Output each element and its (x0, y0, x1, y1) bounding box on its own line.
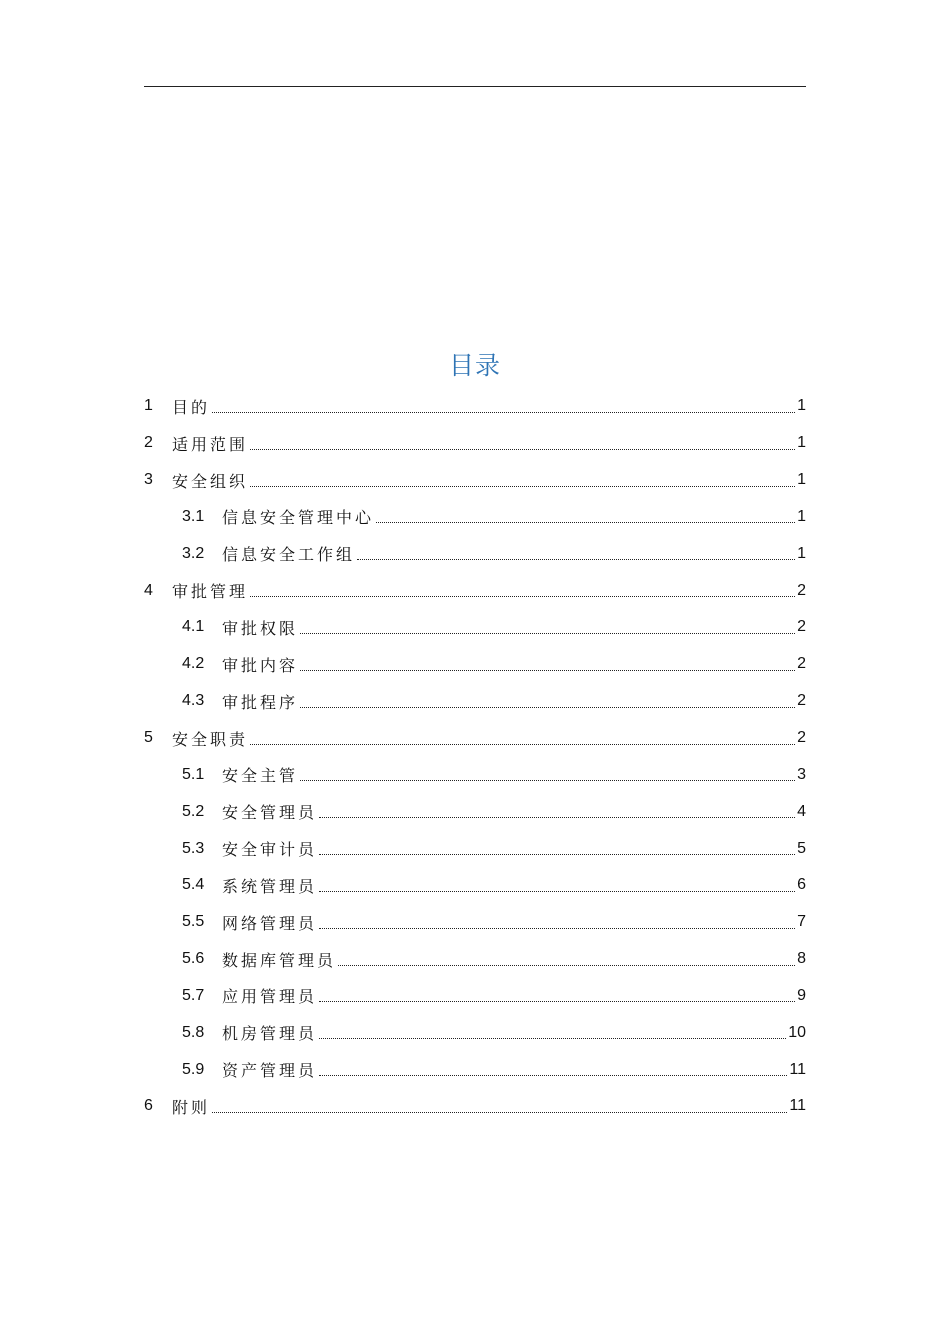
toc-dot-leader (319, 817, 795, 818)
toc-entry-number: 6 (144, 1097, 153, 1115)
toc-entry-number: 5.5 (182, 913, 205, 931)
toc-entry[interactable] (144, 499, 806, 536)
toc-dot-leader (300, 780, 795, 781)
toc-entry-number: 5.7 (182, 986, 205, 1004)
toc-entry-title: 安全组织 (172, 471, 249, 491)
toc-entry[interactable] (144, 978, 806, 1015)
toc-title: 目录 (448, 351, 501, 380)
toc-entry[interactable] (144, 462, 806, 499)
toc-dot-leader (300, 633, 795, 634)
toc-dot-leader (376, 522, 795, 523)
toc-entry-number: 4.2 (182, 655, 205, 673)
toc-entry-title: 信息安全工作组 (222, 545, 356, 565)
toc-dot-leader (338, 965, 795, 966)
toc-dot-leader (319, 854, 795, 855)
toc-entry-title: 安全职责 (172, 729, 249, 749)
toc-entry-page: 9 (797, 986, 806, 1004)
toc-dot-leader (250, 596, 795, 597)
toc-entry-page: 7 (797, 913, 806, 931)
toc-entry-number: 2 (144, 434, 153, 452)
toc-entry-title: 系统管理员 (222, 876, 318, 896)
toc-entry-number: 5.6 (182, 950, 205, 968)
toc-entry[interactable] (144, 793, 806, 830)
toc-entry[interactable] (144, 388, 806, 425)
toc-entry-number: 4.3 (182, 692, 205, 710)
toc-entry-page: 6 (797, 876, 806, 894)
toc-entry[interactable] (144, 867, 806, 904)
toc-entry-title: 审批管理 (172, 582, 249, 602)
toc-entry-title: 数据库管理员 (222, 950, 337, 970)
toc-entry-number: 3.1 (182, 507, 205, 525)
toc-entry-title: 适用范围 (172, 434, 249, 454)
header-rule (144, 86, 806, 87)
toc-entry-title: 审批权限 (222, 618, 299, 638)
toc-entry-number: 3 (144, 471, 153, 489)
toc-entry-number: 4 (144, 581, 153, 599)
toc-dot-leader (250, 449, 795, 450)
toc-entry-page: 5 (797, 839, 806, 857)
toc-entry-page: 1 (797, 471, 806, 489)
toc-entry[interactable] (144, 683, 806, 720)
toc-entry-number: 5.1 (182, 765, 205, 783)
toc-entry-title: 安全管理员 (222, 803, 318, 823)
toc-entry[interactable] (144, 830, 806, 867)
toc-entry-page: 2 (797, 692, 806, 710)
toc-entry[interactable] (144, 425, 806, 462)
toc-entry-number: 3.2 (182, 544, 205, 562)
toc-entry[interactable] (144, 609, 806, 646)
toc-entry-title: 资产管理员 (222, 1061, 318, 1081)
toc-entry-page: 4 (797, 802, 806, 820)
toc-entry-number: 5.3 (182, 839, 205, 857)
toc-entry[interactable] (144, 941, 806, 978)
toc-entry-page: 2 (797, 618, 806, 636)
toc-dot-leader (250, 744, 795, 745)
toc-entry[interactable] (144, 1014, 806, 1051)
toc-entry-page: 2 (797, 729, 806, 747)
toc-entry-number: 4.1 (182, 618, 205, 636)
toc-entry[interactable] (144, 1051, 806, 1088)
toc-list (144, 388, 806, 1125)
toc-entry-page: 11 (789, 1097, 806, 1115)
toc-entry-title: 附则 (172, 1097, 211, 1117)
toc-entry-title: 目的 (172, 397, 211, 417)
toc-dot-leader (319, 1001, 795, 1002)
toc-dot-leader (319, 891, 795, 892)
toc-entry-title: 网络管理员 (222, 913, 318, 933)
toc-entry-number: 5 (144, 729, 153, 747)
toc-entry[interactable] (144, 1088, 806, 1125)
toc-dot-leader (319, 1038, 786, 1039)
toc-entry-number: 5.4 (182, 876, 205, 894)
toc-entry-number: 5.9 (182, 1060, 205, 1078)
toc-entry-number: 5.8 (182, 1023, 205, 1041)
toc-entry-page: 2 (797, 581, 806, 599)
toc-entry[interactable] (144, 904, 806, 941)
toc-entry-title: 安全主管 (222, 766, 299, 786)
toc-entry-number: 1 (144, 397, 153, 415)
toc-entry-page: 10 (788, 1023, 806, 1041)
toc-entry[interactable] (144, 756, 806, 793)
toc-entry-page: 1 (797, 507, 806, 525)
toc-dot-leader (250, 486, 795, 487)
toc-entry-title: 审批内容 (222, 655, 299, 675)
toc-dot-leader (212, 1112, 787, 1113)
toc-entry-title: 信息安全管理中心 (222, 508, 375, 528)
toc-entry[interactable] (144, 720, 806, 757)
toc-entry[interactable] (144, 646, 806, 683)
toc-entry-page: 11 (789, 1060, 806, 1078)
toc-entry-page: 2 (797, 655, 806, 673)
toc-dot-leader (300, 670, 795, 671)
toc-dot-leader (300, 707, 795, 708)
toc-dot-leader (319, 1075, 787, 1076)
toc-entry-page: 1 (797, 397, 806, 415)
toc-entry-title: 应用管理员 (222, 987, 318, 1007)
toc-entry-title: 安全审计员 (222, 840, 318, 860)
toc-entry[interactable] (144, 572, 806, 609)
toc-entry-page: 8 (797, 950, 806, 968)
toc-dot-leader (357, 559, 795, 560)
toc-dot-leader (319, 928, 795, 929)
toc-entry-page: 3 (797, 765, 806, 783)
toc-entry-title: 审批程序 (222, 692, 299, 712)
toc-entry-page: 1 (797, 544, 806, 562)
toc-entry-page: 1 (797, 434, 806, 452)
toc-entry-title: 机房管理员 (222, 1024, 318, 1044)
toc-dot-leader (212, 412, 795, 413)
toc-entry[interactable] (144, 535, 806, 572)
toc-entry-number: 5.2 (182, 802, 205, 820)
